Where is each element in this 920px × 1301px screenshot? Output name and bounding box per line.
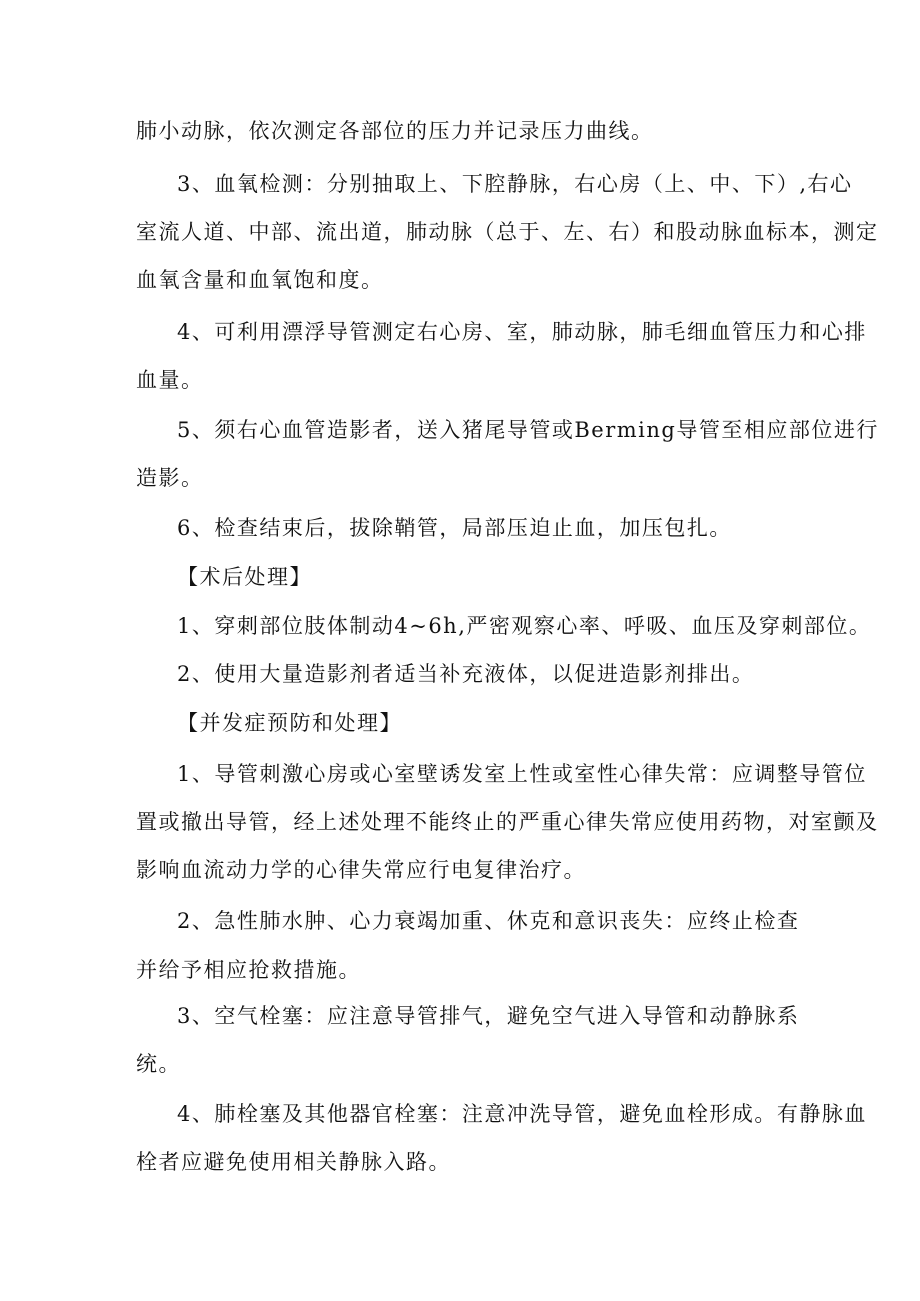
text-line: 血量。 <box>136 368 204 392</box>
text-line: 置或撤出导管，经上述处理不能终止的严重心律失常应使用药物，对室颤及 <box>136 810 879 834</box>
text-line: 1、穿刺部位肢体制动4~6h,严密观察心率、呼吸、血压及穿刺部位。 <box>177 614 872 638</box>
text-line: 4、可利用漂浮导管测定右心房、室，肺动脉，肺毛细血管压力和心排 <box>177 320 867 344</box>
text-line: 3、空气栓塞：应注意导管排气，避免空气进入导管和动静脉系 <box>177 1004 800 1028</box>
text-line: 并给予相应抢救措施。 <box>136 958 361 982</box>
text-line: 血氧含量和血氧饱和度。 <box>136 268 384 292</box>
text-line: 2、使用大量造影剂者适当补充液体，以促进造影剂排出。 <box>177 662 755 686</box>
text-line: 肺小动脉，依次测定各部位的压力并记录压力曲线。 <box>136 119 654 143</box>
text-line: 室流人道、中部、流出道，肺动脉（总于、左、右）和股动脉血标本，测定 <box>136 220 879 244</box>
section-heading: 【术后处理】 <box>177 565 312 589</box>
text-line: 1、导管刺激心房或心室壁诱发室上性或室性心律失常：应调整导管位 <box>177 762 867 786</box>
text-line: 栓者应避免使用相关静脉入路。 <box>136 1150 451 1174</box>
text-line: 6、检查结束后，拔除鞘管，局部压迫止血，加压包扎。 <box>177 516 732 540</box>
text-line: 影响血流动力学的心律失常应行电复律治疗。 <box>136 858 586 882</box>
text-line: 5、须右心血管造影者，送入猪尾导管或Berming导管至相应部位进行 <box>177 418 879 442</box>
section-heading: 【并发症预防和处理】 <box>177 711 402 735</box>
text-line: 统。 <box>136 1052 181 1076</box>
text-line: 造影。 <box>136 466 204 490</box>
text-line: 3、血氧检测：分别抽取上、下腔静脉，右心房（上、中、下）,右心 <box>177 172 853 196</box>
text-line: 4、肺栓塞及其他器官栓塞：注意冲洗导管，避免血栓形成。有静脉血 <box>177 1102 867 1126</box>
text-line: 2、急性肺水肿、心力衰竭加重、休克和意识丧失：应终止检查 <box>177 909 800 933</box>
